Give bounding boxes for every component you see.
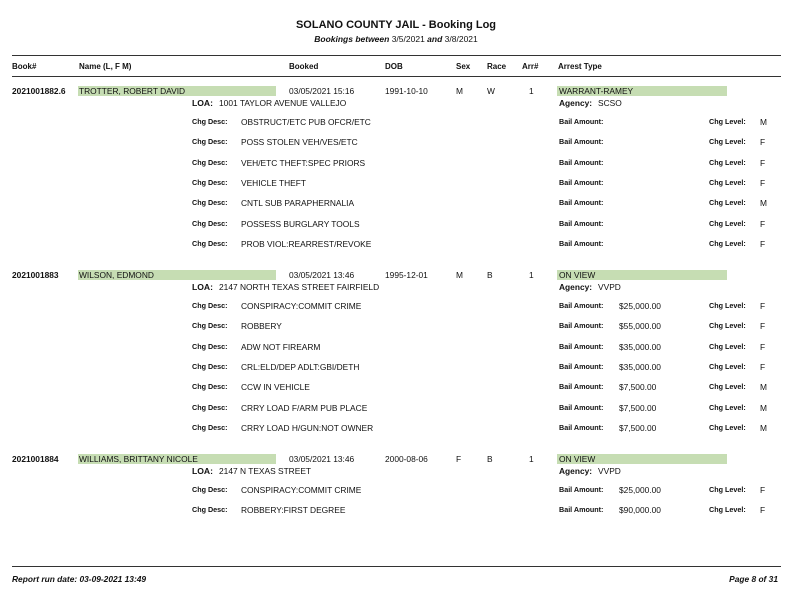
chg-level-label: Chg Level: bbox=[709, 301, 746, 310]
bail-amount-label: Bail Amount: bbox=[559, 341, 604, 351]
report-title: SOLANO COUNTY JAIL - Booking Log bbox=[295, 19, 497, 31]
col-name: Name (L, F M) bbox=[79, 62, 132, 71]
charge-description: CONSPIRACY:COMMIT CRIME bbox=[241, 485, 362, 495]
loa-value: 1001 TAYLOR AVENUE VALLEJO bbox=[219, 98, 347, 108]
chg-level-label: Chg Level: bbox=[709, 218, 746, 228]
chg-desc-label: Chg Desc: bbox=[192, 402, 228, 412]
charge-description: CNTL SUB PARAPHERNALIA bbox=[241, 198, 355, 209]
chg-level-label: Chg Level: bbox=[709, 137, 746, 147]
charge-description: CRL:ELD/DEP ADLT:GBI/DETH bbox=[241, 361, 360, 372]
subtitle-and: and bbox=[427, 34, 443, 44]
charge-level: F bbox=[760, 505, 766, 516]
arresting-agency bbox=[559, 98, 622, 108]
agency-value: SCSO bbox=[598, 98, 622, 108]
location-of-arrest bbox=[192, 98, 346, 108]
subtitle-label: Bookings between bbox=[314, 34, 390, 44]
loa-label: LOA: bbox=[192, 282, 214, 292]
charge-description: ADW NOT FIREARM bbox=[241, 341, 321, 352]
bail-amount-label: Bail Amount: bbox=[559, 422, 604, 432]
charge-level: M bbox=[760, 422, 767, 433]
agency-value: VVPD bbox=[598, 466, 621, 476]
arresting-agency bbox=[559, 282, 621, 292]
chg-level-label: Chg Level: bbox=[709, 117, 746, 126]
bail-amount-label: Bail Amount: bbox=[559, 382, 604, 392]
charge-level: F bbox=[760, 485, 766, 495]
footer-rule bbox=[12, 566, 781, 567]
charge-level: F bbox=[760, 157, 766, 168]
date-of-birth: 2000-08-06 bbox=[385, 454, 428, 464]
bail-amount: $7,500.00 bbox=[619, 382, 657, 393]
subtitle-start-date: 3/5/2021 bbox=[391, 34, 425, 44]
chg-desc-label: Chg Desc: bbox=[192, 177, 228, 187]
booked-datetime: 03/05/2021 13:46 bbox=[289, 454, 355, 464]
inmate-name: TROTTER, ROBERT DAVID bbox=[79, 86, 186, 96]
inmate-name: WILLIAMS, BRITTANY NICOLE bbox=[79, 454, 198, 464]
bail-amount-label: Bail Amount: bbox=[559, 321, 604, 331]
bail-amount-label: Bail Amount: bbox=[559, 505, 604, 515]
bail-amount: $55,000.00 bbox=[619, 321, 661, 332]
col-book-no: Book# bbox=[12, 62, 37, 71]
chg-level-label: Chg Level: bbox=[709, 198, 746, 208]
chg-level-label: Chg Level: bbox=[709, 361, 746, 371]
chg-desc-label: Chg Desc: bbox=[192, 422, 228, 432]
bail-amount-label: Bail Amount: bbox=[559, 198, 604, 208]
date-of-birth: 1995-12-01 bbox=[385, 270, 428, 280]
chg-desc-label: Chg Desc: bbox=[192, 361, 228, 371]
chg-desc-label: Chg Desc: bbox=[192, 198, 228, 208]
chg-level-label: Chg Level: bbox=[709, 238, 746, 248]
chg-desc-label: Chg Desc: bbox=[192, 382, 228, 392]
bail-amount: $90,000.00 bbox=[619, 505, 661, 516]
chg-desc-label: Chg Desc: bbox=[192, 321, 228, 331]
arrest-number: 1 bbox=[529, 454, 534, 464]
charge-description: ROBBERY bbox=[241, 321, 282, 332]
chg-desc-label: Chg Desc: bbox=[192, 301, 228, 310]
bail-amount-label: Bail Amount: bbox=[559, 238, 604, 248]
bail-amount: $25,000.00 bbox=[619, 485, 661, 495]
bail-amount-label: Bail Amount: bbox=[559, 177, 604, 187]
inmate-name: WILSON, EDMOND bbox=[79, 270, 154, 280]
chg-desc-label: Chg Desc: bbox=[192, 341, 228, 351]
charge-level: F bbox=[760, 321, 766, 332]
charge-description: CCW IN VEHICLE bbox=[241, 382, 310, 393]
chg-desc-label: Chg Desc: bbox=[192, 505, 228, 515]
chg-desc-label: Chg Desc: bbox=[192, 157, 228, 167]
bail-amount: $35,000.00 bbox=[619, 361, 661, 372]
charge-description: VEH/ETC THEFT:SPEC PRIORS bbox=[241, 157, 366, 168]
charge-description: POSS STOLEN VEH/VES/ETC bbox=[241, 137, 358, 148]
chg-level-label: Chg Level: bbox=[709, 505, 746, 515]
col-booked: Booked bbox=[289, 62, 319, 71]
arresting-agency bbox=[559, 466, 621, 476]
book-number: 2021001883 bbox=[12, 270, 59, 280]
bail-amount-label: Bail Amount: bbox=[559, 485, 604, 494]
charge-level: F bbox=[760, 361, 766, 372]
chg-level-label: Chg Level: bbox=[709, 177, 746, 187]
header-top-rule bbox=[12, 55, 781, 56]
loa-label: LOA: bbox=[192, 466, 214, 476]
col-race: Race bbox=[487, 62, 507, 71]
arrest-type: WARRANT-RAMEY bbox=[559, 86, 634, 96]
bail-amount: $7,500.00 bbox=[619, 422, 657, 433]
loa-value: 2147 N TEXAS STREET bbox=[219, 466, 312, 476]
bail-amount-label: Bail Amount: bbox=[559, 301, 604, 310]
col-sex: Sex bbox=[456, 62, 471, 71]
charge-level: F bbox=[760, 177, 766, 188]
arrest-type: ON VIEW bbox=[559, 454, 596, 464]
race: W bbox=[487, 86, 495, 96]
arrest-number: 1 bbox=[529, 86, 534, 96]
report-run-date: Report run date: 03-09-2021 13:49 bbox=[12, 574, 147, 584]
charge-description: CRRY LOAD H/GUN:NOT OWNER bbox=[241, 422, 374, 433]
bail-amount: $7,500.00 bbox=[619, 402, 657, 413]
header-bottom-rule bbox=[12, 76, 781, 77]
chg-level-label: Chg Level: bbox=[709, 341, 746, 351]
bail-amount-label: Bail Amount: bbox=[559, 117, 604, 126]
sex: M bbox=[456, 270, 463, 280]
col-arr: Arr# bbox=[522, 62, 539, 71]
charge-level: M bbox=[760, 402, 767, 413]
agency-label: Agency: bbox=[559, 466, 593, 476]
chg-desc-label: Chg Desc: bbox=[192, 137, 228, 147]
arrest-type: ON VIEW bbox=[559, 270, 596, 280]
chg-desc-label: Chg Desc: bbox=[192, 117, 228, 126]
bail-amount: $25,000.00 bbox=[619, 301, 661, 311]
chg-desc-label: Chg Desc: bbox=[192, 238, 228, 248]
charge-level: M bbox=[760, 117, 767, 127]
chg-desc-label: Chg Desc: bbox=[192, 485, 228, 494]
book-number: 2021001884 bbox=[12, 454, 59, 464]
loa-value: 2147 NORTH TEXAS STREET FAIRFIELD bbox=[219, 282, 380, 292]
bail-amount-label: Bail Amount: bbox=[559, 402, 604, 412]
date-of-birth: 1991-10-10 bbox=[385, 86, 428, 96]
charge-level: F bbox=[760, 137, 766, 148]
race: B bbox=[487, 270, 493, 280]
booked-datetime: 03/05/2021 15:16 bbox=[289, 86, 355, 96]
charge-description: ROBBERY:FIRST DEGREE bbox=[241, 505, 346, 516]
chg-level-label: Chg Level: bbox=[709, 485, 746, 494]
chg-level-label: Chg Level: bbox=[709, 321, 746, 331]
charge-description: VEHICLE THEFT bbox=[241, 177, 306, 188]
location-of-arrest bbox=[192, 282, 379, 292]
charge-level: F bbox=[760, 301, 766, 311]
subtitle-end-date: 3/8/2021 bbox=[444, 34, 478, 44]
charge-level: F bbox=[760, 341, 766, 352]
chg-desc-label: Chg Desc: bbox=[192, 218, 228, 228]
report-subtitle bbox=[0, 34, 792, 44]
chg-level-label: Chg Level: bbox=[709, 402, 746, 412]
charge-level: F bbox=[760, 218, 766, 229]
race: B bbox=[487, 454, 493, 464]
col-dob: DOB bbox=[385, 62, 403, 71]
chg-level-label: Chg Level: bbox=[709, 382, 746, 392]
arrest-number: 1 bbox=[529, 270, 534, 280]
charge-description: OBSTRUCT/ETC PUB OFCR/ETC bbox=[241, 117, 371, 127]
bail-amount-label: Bail Amount: bbox=[559, 361, 604, 371]
charge-description: PROB VIOL:REARREST/REVOKE bbox=[241, 238, 372, 249]
bail-amount-label: Bail Amount: bbox=[559, 137, 604, 147]
location-of-arrest bbox=[192, 466, 311, 476]
agency-label: Agency: bbox=[559, 282, 593, 292]
chg-level-label: Chg Level: bbox=[709, 157, 746, 167]
bail-amount: $35,000.00 bbox=[619, 341, 661, 352]
booked-datetime: 03/05/2021 13:46 bbox=[289, 270, 355, 280]
book-number: 2021001882.6 bbox=[12, 86, 66, 96]
col-arrest-type: Arrest Type bbox=[558, 62, 602, 71]
charge-level: M bbox=[760, 198, 767, 209]
charge-level: F bbox=[760, 238, 766, 249]
loa-label: LOA: bbox=[192, 98, 214, 108]
agency-value: VVPD bbox=[598, 282, 621, 292]
sex: F bbox=[456, 454, 462, 464]
agency-label: Agency: bbox=[559, 98, 593, 108]
charge-description: POSSESS BURGLARY TOOLS bbox=[241, 218, 360, 229]
charge-description: CRRY LOAD F/ARM PUB PLACE bbox=[241, 402, 368, 413]
bail-amount-label: Bail Amount: bbox=[559, 218, 604, 228]
page-number: Page 8 of 31 bbox=[729, 574, 778, 584]
charge-description: CONSPIRACY:COMMIT CRIME bbox=[241, 301, 362, 311]
charge-level: M bbox=[760, 382, 767, 393]
sex: M bbox=[456, 86, 463, 96]
bail-amount-label: Bail Amount: bbox=[559, 157, 604, 167]
chg-level-label: Chg Level: bbox=[709, 422, 746, 432]
